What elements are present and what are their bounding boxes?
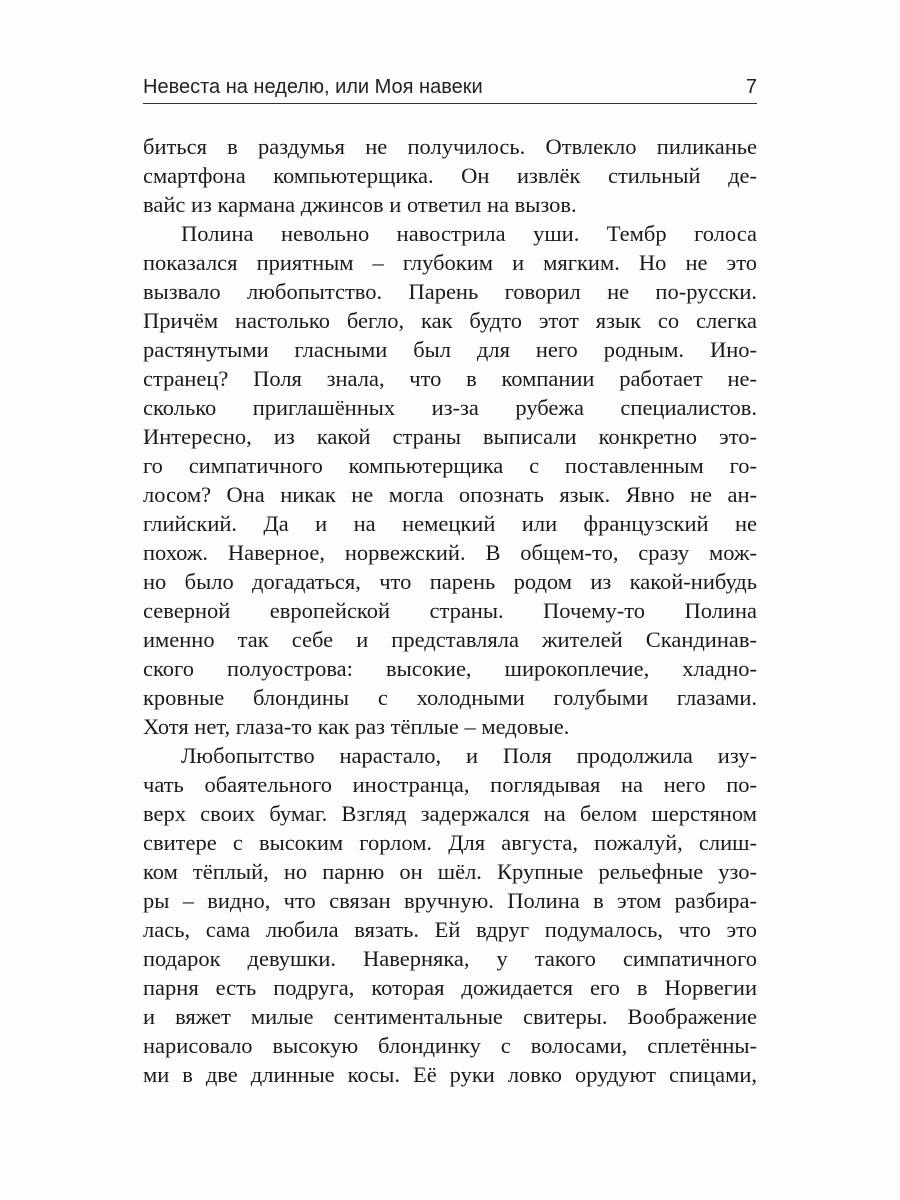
page-number: 7: [745, 76, 757, 98]
text-line: лась, сама любила вязать. Ей вдруг подумалось, что это: [143, 917, 757, 942]
text-line: Хотя нет, глаза-то как раз тёплые – медовые.: [143, 714, 570, 739]
text-line: именно так себе и представляла жителей Скандинав-: [143, 627, 757, 652]
text-line: парня есть подруга, которая дожидается его в Норвегии: [143, 975, 757, 1000]
text-line: но было догадаться, что парень родом из какой-нибудь: [143, 569, 757, 594]
text-line: похож. Наверное, норвежский. В общем-то, сразу мож-: [143, 540, 757, 565]
book-title: Невеста на неделю, или Моя навеки: [143, 76, 483, 98]
text-line: показался приятным – глубоким и мягким. Но не это: [143, 250, 757, 275]
text-line: и вяжет милые сентиментальные свитеры. Воображение: [143, 1004, 757, 1029]
text-line: ского полуострова: высокие, широкоплечие, хладно-: [143, 656, 757, 681]
text-line: нарисовало высокую блондинку с волосами, сплетённы-: [143, 1033, 757, 1058]
text-line: свитере с высоким горлом. Для августа, пожалуй, слиш-: [143, 830, 757, 855]
text-line: подарок девушки. Наверняка, у такого симпатичного: [143, 946, 757, 971]
text-line: смартфона компьютерщика. Он извлёк стильный де-: [143, 163, 757, 188]
text-line: ком тёплый, но парню он шёл. Крупные рельефные узо-: [143, 859, 757, 884]
running-header: [143, 72, 757, 102]
text-line: Полина невольно навострила уши. Тембр голоса: [181, 221, 757, 246]
text-line: кровные блондины с холодными голубыми глазами.: [143, 685, 757, 710]
text-line: ры – видно, что связан вручную. Полина в этом разбира-: [143, 888, 757, 913]
text-line: странец? Поля знала, что в компании работает не-: [143, 366, 757, 391]
text-line: северной европейской страны. Почему-то Полина: [143, 598, 757, 623]
text-line: вызвало любопытство. Парень говорил не по-русски.: [143, 279, 757, 304]
text-line: чать обаятельного иностранца, поглядывая на него по-: [143, 772, 757, 797]
text-line: сколько приглашённых из-за рубежа специалистов.: [143, 395, 757, 420]
header-rule: [143, 103, 757, 104]
text-line: ми в две длинные косы. Её руки ловко орудуют спицами,: [143, 1062, 757, 1087]
text-line: биться в раздумья не получилось. Отвлекло пиликанье: [143, 134, 757, 159]
text-line: вайс из кармана джинсов и ответил на вызов.: [143, 192, 577, 217]
text-line: растянутыми гласными был для него родным. Ино-: [143, 337, 757, 362]
text-line: Любопытство нарастало, и Поля продолжила изу-: [181, 743, 757, 768]
text-line: Интересно, из какой страны выписали конкретно это-: [143, 424, 757, 449]
text-line: го симпатичного компьютерщика с поставленным го-: [143, 453, 757, 478]
text-line: Причём настолько бегло, как будто этот язык со слегка: [143, 308, 757, 333]
text-line: глийский. Да и на немецкий или французский не: [143, 511, 757, 536]
text-line: лосом? Она никак не могла опознать язык. Явно не ан-: [143, 482, 757, 507]
page-body: [143, 132, 757, 1089]
text-line: верх своих бумаг. Взгляд задержался на белом шерстяном: [143, 801, 757, 826]
